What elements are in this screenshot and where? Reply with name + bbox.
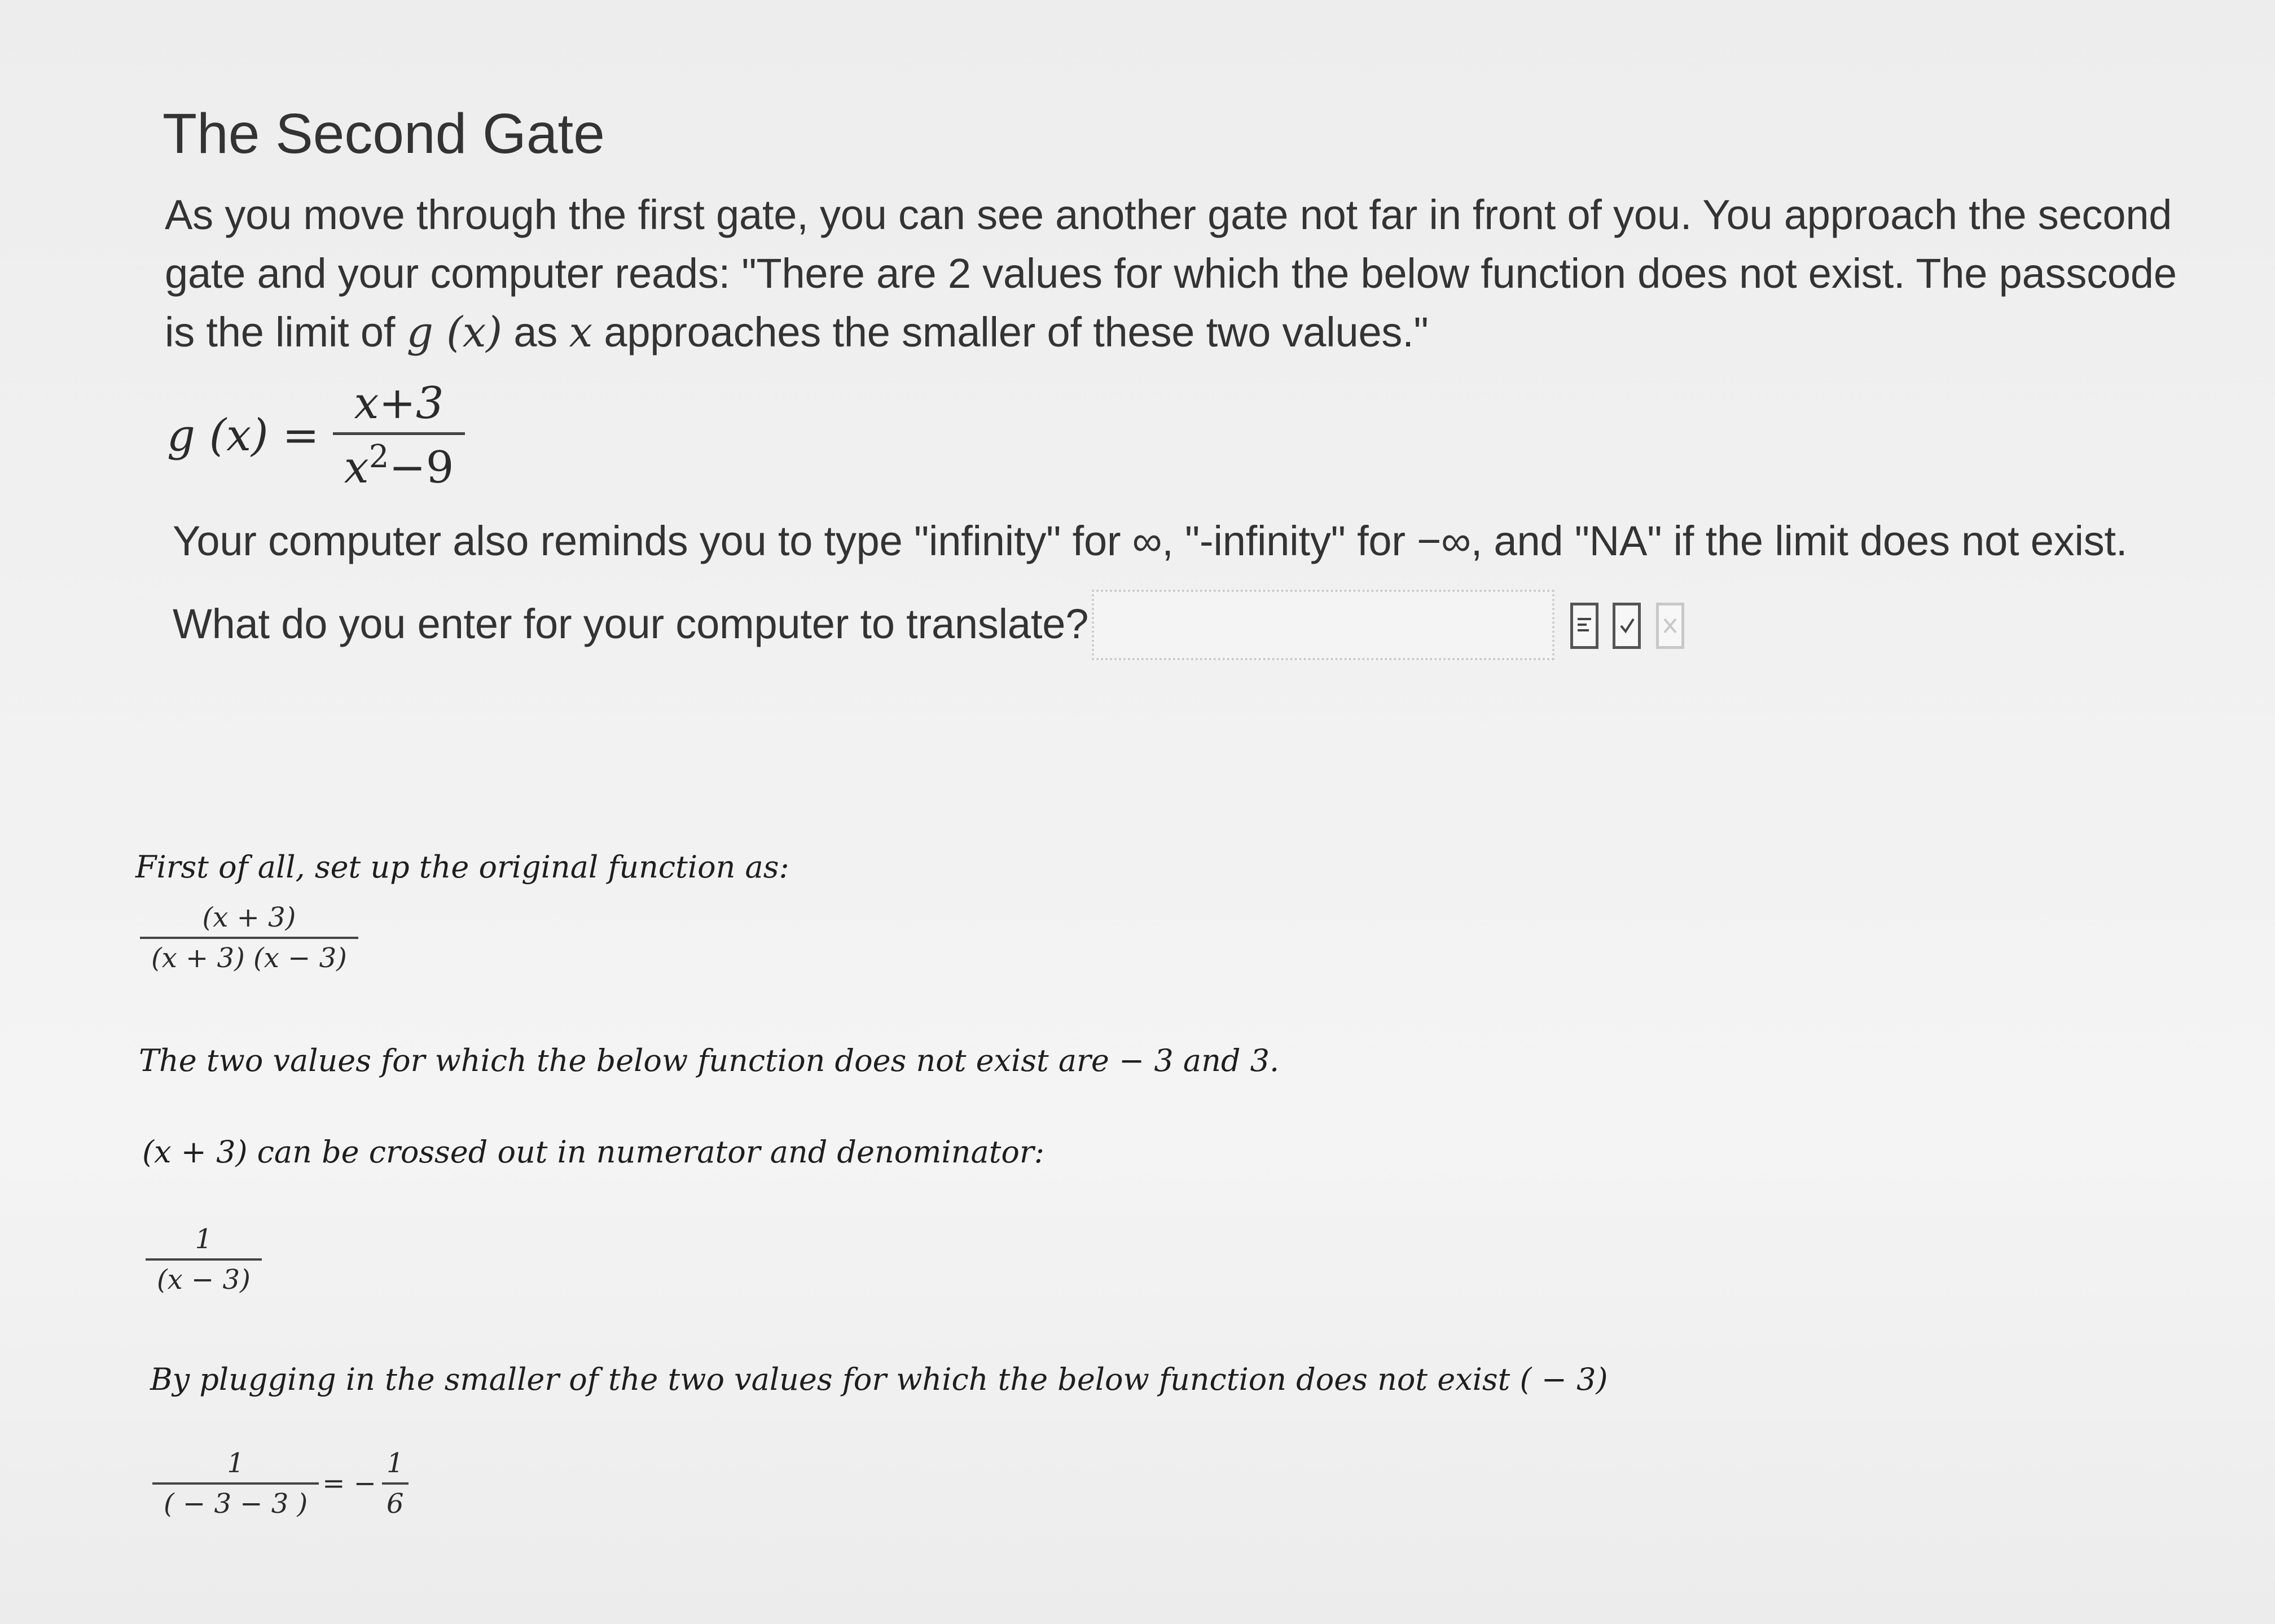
- g-of-x: g (x): [406, 308, 502, 357]
- submit-icon[interactable]: [1613, 603, 1641, 649]
- denominator-base: x: [344, 442, 369, 493]
- solution-result: [152, 1447, 409, 1520]
- answer-input[interactable]: [1092, 590, 1554, 660]
- reminder-text: [173, 517, 2127, 565]
- fraction-1-numerator: (x + 3): [202, 902, 296, 933]
- intro-line-3-start: is the limit of: [165, 309, 407, 355]
- answer-prompt: What do you enter for your computer to translate?: [173, 600, 1089, 647]
- preview-icon[interactable]: [1570, 603, 1598, 649]
- reminder-part-2: , "-infinity" for: [1162, 517, 1417, 564]
- preview-icon-glyph: [1575, 615, 1593, 637]
- reminder-part-1: Your computer also reminds you to type "infinity" for: [173, 517, 1132, 564]
- function-definition: [167, 378, 465, 493]
- fraction-3-numerator: 1: [227, 1447, 244, 1479]
- fraction-1: [140, 902, 358, 974]
- fraction-3: [152, 1447, 319, 1520]
- submit-icon-glyph: [1618, 615, 1636, 637]
- intro-line-3: [165, 308, 1429, 357]
- reminder-part-3: , and "NA" if the limit does not exist.: [1470, 517, 2128, 564]
- function-fraction: [333, 378, 465, 493]
- function-numerator: x+3: [354, 378, 444, 429]
- fraction-2-denominator: (x − 3): [146, 1258, 262, 1296]
- infinity-symbol: ∞: [1132, 517, 1162, 564]
- intro-line-3-mid: as: [502, 309, 569, 355]
- intro-line-2: gate and your computer reads: "There are 2 values for which the below function does not exist. The passcode: [165, 250, 2177, 297]
- clear-icon-glyph: [1661, 615, 1679, 637]
- fraction-2: [146, 1223, 262, 1296]
- variable-x: x: [569, 308, 592, 357]
- solution-step-3: (x + 3) can be crossed out in numerator and denominator:: [142, 1134, 1044, 1170]
- solution-step-4: By plugging in the smaller of the two values for which the below function does not exist ( − 3): [150, 1362, 1608, 1397]
- solution-fraction-2: [146, 1223, 262, 1296]
- page-title: The Second Gate: [162, 102, 605, 165]
- denominator-exponent: 2: [368, 438, 389, 475]
- result-denominator: 6: [382, 1482, 409, 1520]
- result-fraction: [382, 1447, 409, 1520]
- solution-step-1: First of all, set up the original function as:: [135, 849, 789, 885]
- fraction-3-denominator: ( − 3 − 3 ): [152, 1482, 319, 1520]
- result-numerator: 1: [386, 1447, 404, 1479]
- fraction-1-denominator: (x + 3) (x − 3): [140, 937, 358, 974]
- denominator-rest: −9: [389, 442, 454, 493]
- solution-fraction-1: [140, 902, 358, 974]
- function-lhs: g (x) =: [167, 410, 319, 461]
- clear-icon[interactable]: [1656, 603, 1684, 649]
- fraction-2-numerator: 1: [195, 1223, 213, 1255]
- intro-line-3-end: approaches the smaller of these two values.": [592, 309, 1429, 355]
- function-denominator: [333, 432, 465, 493]
- solution-step-2: The two values for which the below function does not exist are − 3 and 3.: [139, 1043, 1280, 1078]
- equals-sign: = −: [322, 1468, 376, 1499]
- intro-line-1: As you move through the first gate, you can see another gate not far in front of you. You approach the second: [165, 191, 2172, 238]
- neg-infinity-symbol: −∞: [1417, 517, 1471, 564]
